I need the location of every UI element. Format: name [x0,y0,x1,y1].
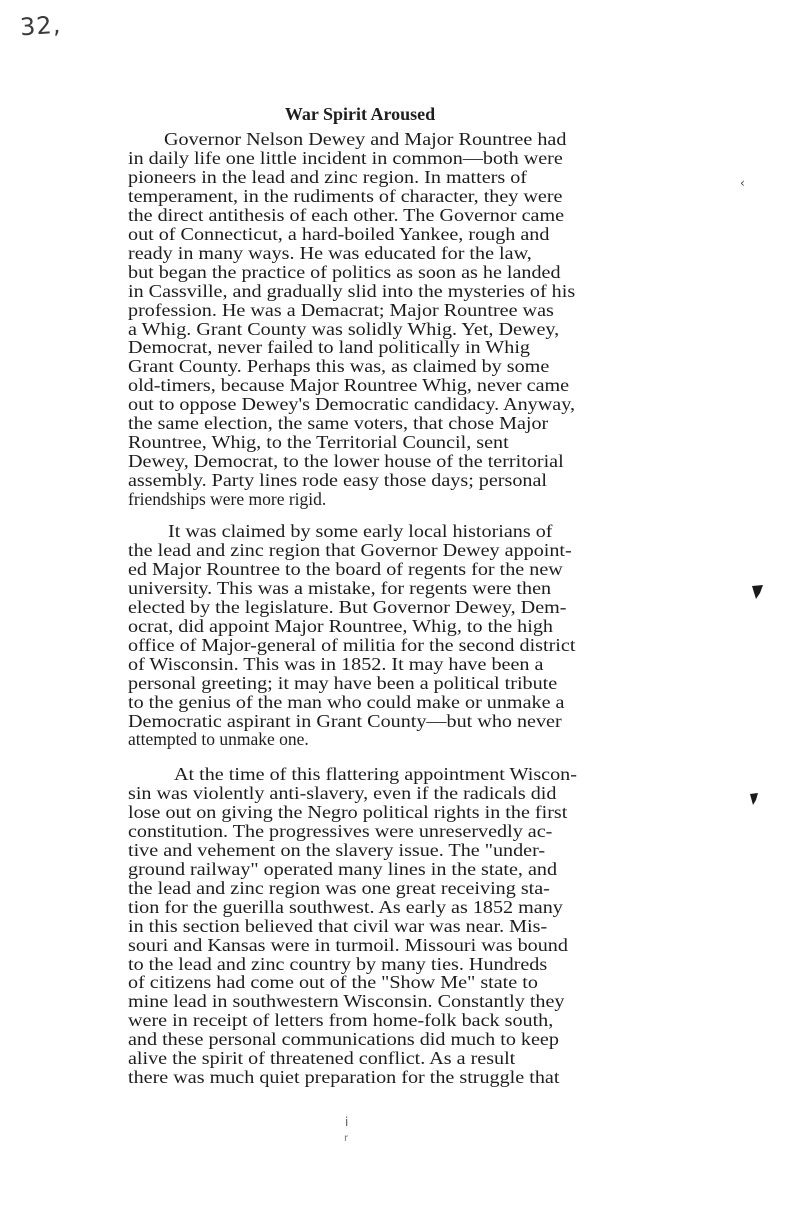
text-line: personal greeting; it may have been a political tribute [128,672,558,693]
text-line: to the genius of the man who could make or unmake a [128,691,565,712]
text-line: ocrat, did appoint Major Rountree, Whig, to the high [128,615,553,636]
margin-dot: ‹ [740,176,745,190]
text-line: the lead and zinc region was one great receiving sta- [128,877,550,898]
text-line: souri and Kansas were in turmoil. Missouri was bound [128,934,568,955]
text-line: Governor Nelson Dewey and Major Rountree had [164,129,567,149]
text-line: It was claimed by some early local historians of [168,521,553,541]
text-line: sin was violently anti-slavery, even if the radicals did [128,782,557,803]
text-line: the direct antithesis of each other. The Governor came [128,204,565,225]
footer-mark: i [345,1115,349,1129]
text-line: out of Connecticut, a hard-boiled Yankee, rough and [128,223,550,244]
text-line: At the time of this flattering appointment Wiscon- [174,764,577,784]
text-line: out to oppose Dewey's Democratic candidacy. Anyway, [128,394,575,415]
text-line: university. This was a mistake, for regents were then [128,577,552,598]
text-line: the lead and zinc region that Governor Dewey appoint- [128,539,572,560]
text-line: temperament, in the rudiments of character, they were [128,185,563,206]
text-line: in daily life one little incident in common—both were [128,147,563,168]
text-line: office of Major-general of militia for the second district [128,634,576,655]
text-line: were in receipt of letters from home-folk back south, [128,1010,554,1031]
text-line: ed Major Rountree to the board of regents for the new [128,558,563,579]
text-line: attempted to unmake one. [128,729,309,750]
text-line: friendships were more rigid. [128,489,327,510]
text-line: alive the spirit of threatened conflict. As a result [128,1048,516,1069]
text-line: elected by the legislature. But Governor Dewey, Dem- [128,596,567,617]
text-line: ready in many ways. He was educated for the law, [128,242,532,263]
text-line: pioneers in the lead and zinc region. In matters of [128,166,528,187]
text-line: but began the practice of politics as soon as he landed [128,261,561,282]
text-line: in this section believed that civil war was near. Mis- [128,915,548,936]
text-line: Dewey, Democrat, to the lower house of the territorial [128,451,564,472]
text-line: Democratic aspirant in Grant County—but who never [128,710,562,731]
text-line: there was much quiet preparation for the struggle that [128,1067,560,1088]
text-line: the same election, the same voters, that chose Major [128,413,549,434]
text-line: profession. He was a Demacrat; Major Rountree was [128,299,554,320]
text-line: in Cassville, and gradually slid into the mysteries of his [128,280,576,301]
text-line: mine lead in southwestern Wisconsin. Constantly they [128,991,565,1012]
page-title: War Spirit Aroused [284,104,436,124]
text-line: constitution. The progressives were unreservedly ac- [128,820,553,841]
text-line: old-timers, because Major Rountree Whig, never came [128,375,570,396]
text-line: tion for the guerilla southwest. As early as 1852 many [128,896,563,917]
text-line: assembly. Party lines rode easy those days; personal [128,470,547,491]
text-line: Grant County. Perhaps this was, as claimed by some [128,356,550,377]
footer-mark: r [344,1133,349,1144]
text-line: of citizens had come out of the "Show Me" state to [128,972,538,993]
text-line: ground railway" operated many lines in the state, and [128,858,558,879]
text-line: and these personal communications did much to keep [128,1029,559,1050]
text-line: lose out on giving the Negro political rights in the first [128,801,568,822]
text-line: tive and vehement on the slavery issue. The "under- [128,839,546,860]
text-line: Democrat, never failed to land politically in Whig [128,337,531,358]
margin-mark-icon [750,793,759,805]
text-line: to the lead and zinc country by many ties. Hundreds [128,953,548,974]
page-number: 32, [19,10,63,42]
text-line: a Whig. Grant County was solidly Whig. Yet, Dewey, [128,318,560,339]
text-line: of Wisconsin. This was in 1852. It may have been a [128,653,544,674]
text-line: Rountree, Whig, to the Territorial Council, sent [128,432,509,453]
margin-mark-icon [752,585,764,599]
